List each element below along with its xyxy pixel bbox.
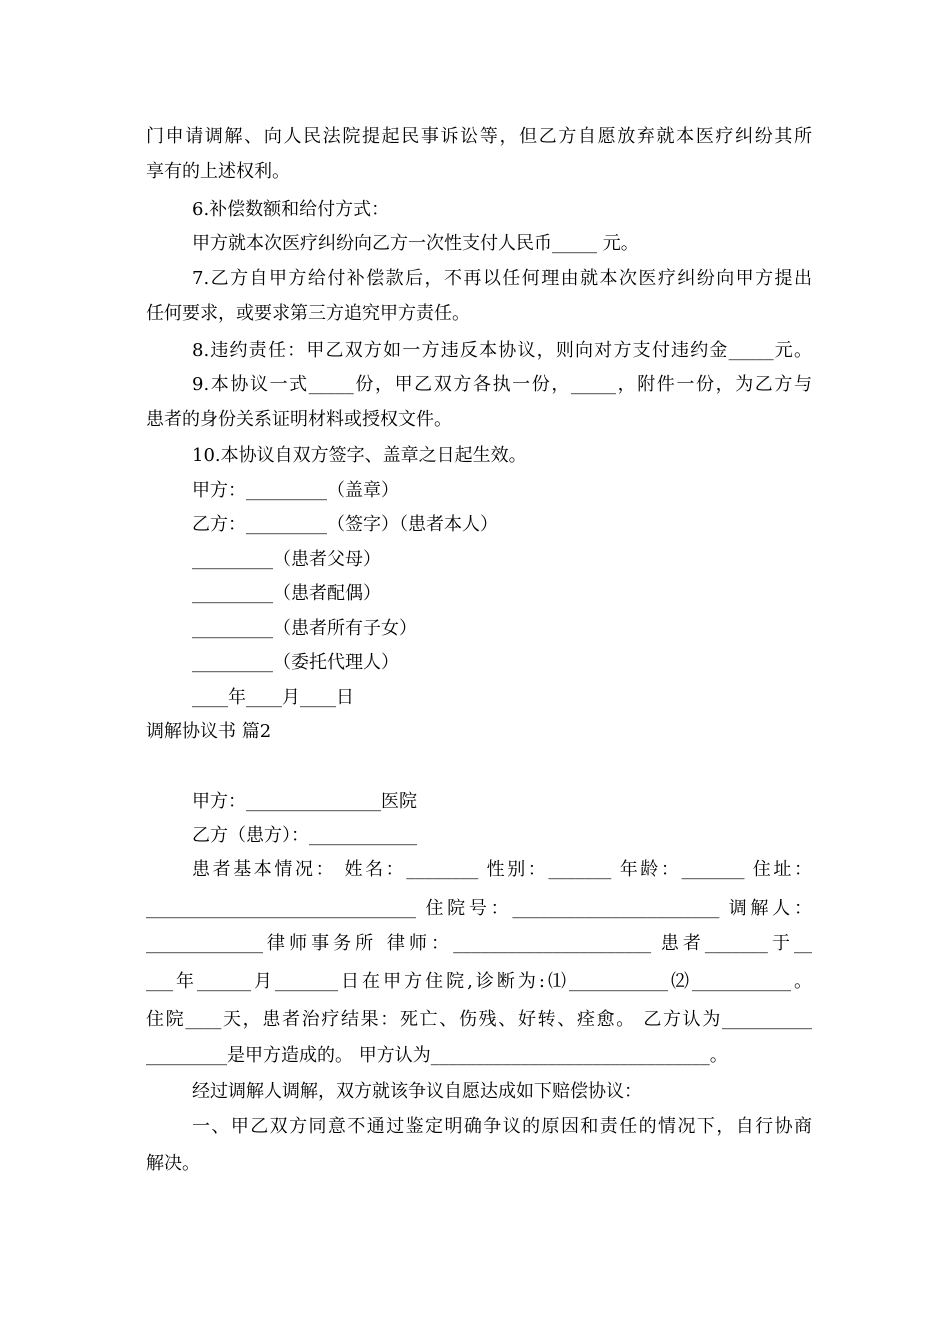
patient-info-line: _____________律师事务所 律师：______________________ 患者_______于__ [146,933,812,954]
patient-info-line: ______________________________ 住院号：_______________________ 调解人： [146,898,812,919]
clause-heading: 6.补偿数额和给付方式： [192,199,390,220]
clause-line: 7.乙方自甲方给付补偿款后，不再以任何理由就本次医疗纠纷向甲方提出 [192,268,812,289]
paragraph-line: 门申请调解、向人民法院提起民事诉讼等，但乙方自愿放弃就本医疗纠纷其所 [146,126,812,147]
party-b-line: 乙方（患方）：____________ [192,825,417,846]
signature-line: _________（患者父母） [192,549,381,570]
paragraph-line: 享有的上述权利。 [146,161,290,182]
signature-party-a: 甲方：_________（盖章） [192,480,399,501]
section-title: 调解协议书 篇2 [146,721,272,742]
patient-info-line: _________是甲方造成的。 甲方认为_______________________________。 [146,1045,728,1066]
signature-party-b: 乙方：_________（签字）（患者本人） [192,514,498,535]
paragraph-line: 任何要求，或要求第三方追究甲方责任。 [146,303,470,324]
party-a-line: 甲方：_______________医院 [192,791,417,812]
patient-info-line: ___年______月_______日在甲方住院,诊断为:⑴___________⑵___________。 [146,971,812,992]
signature-line: _________（患者配偶） [192,583,381,604]
clause-line: 9.本协议一式_____份，甲乙双方各执一份，_____，附件一份，为乙方与 [192,374,812,395]
signature-line: _________（患者所有子女） [192,618,417,639]
paragraph-line: 患者的身份关系证明材料或授权文件。 [146,409,452,430]
paragraph-line: 经过调解人调解，双方就该争议自愿达成如下赔偿协议： [192,1081,642,1102]
patient-info-line: 住院____天，患者治疗结果：死亡、伤残、好转、痊愈。 乙方认为__________ [146,1009,812,1030]
paragraph-line: 解决。 [146,1153,200,1174]
patient-info-line: 患者基本情况： 姓名：________ 性别：_______ 年龄：_______ 住址： [192,859,812,880]
clause-line: 8.违约责任：甲乙双方如一方违反本协议，则向对方支付违约金_____元。 [192,340,812,361]
clause-line: 10.本协议自双方签字、盖章之日起生效。 [192,445,527,466]
date-line: ____年____月____日 [192,687,354,708]
signature-line: _________（委托代理人） [192,652,399,673]
paragraph-line: 甲方就本次医疗纠纷向乙方一次性支付人民币_____ 元。 [192,233,639,254]
clause-line: 一、甲乙双方同意不通过鉴定明确争议的原因和责任的情况下，自行协商 [192,1116,812,1137]
